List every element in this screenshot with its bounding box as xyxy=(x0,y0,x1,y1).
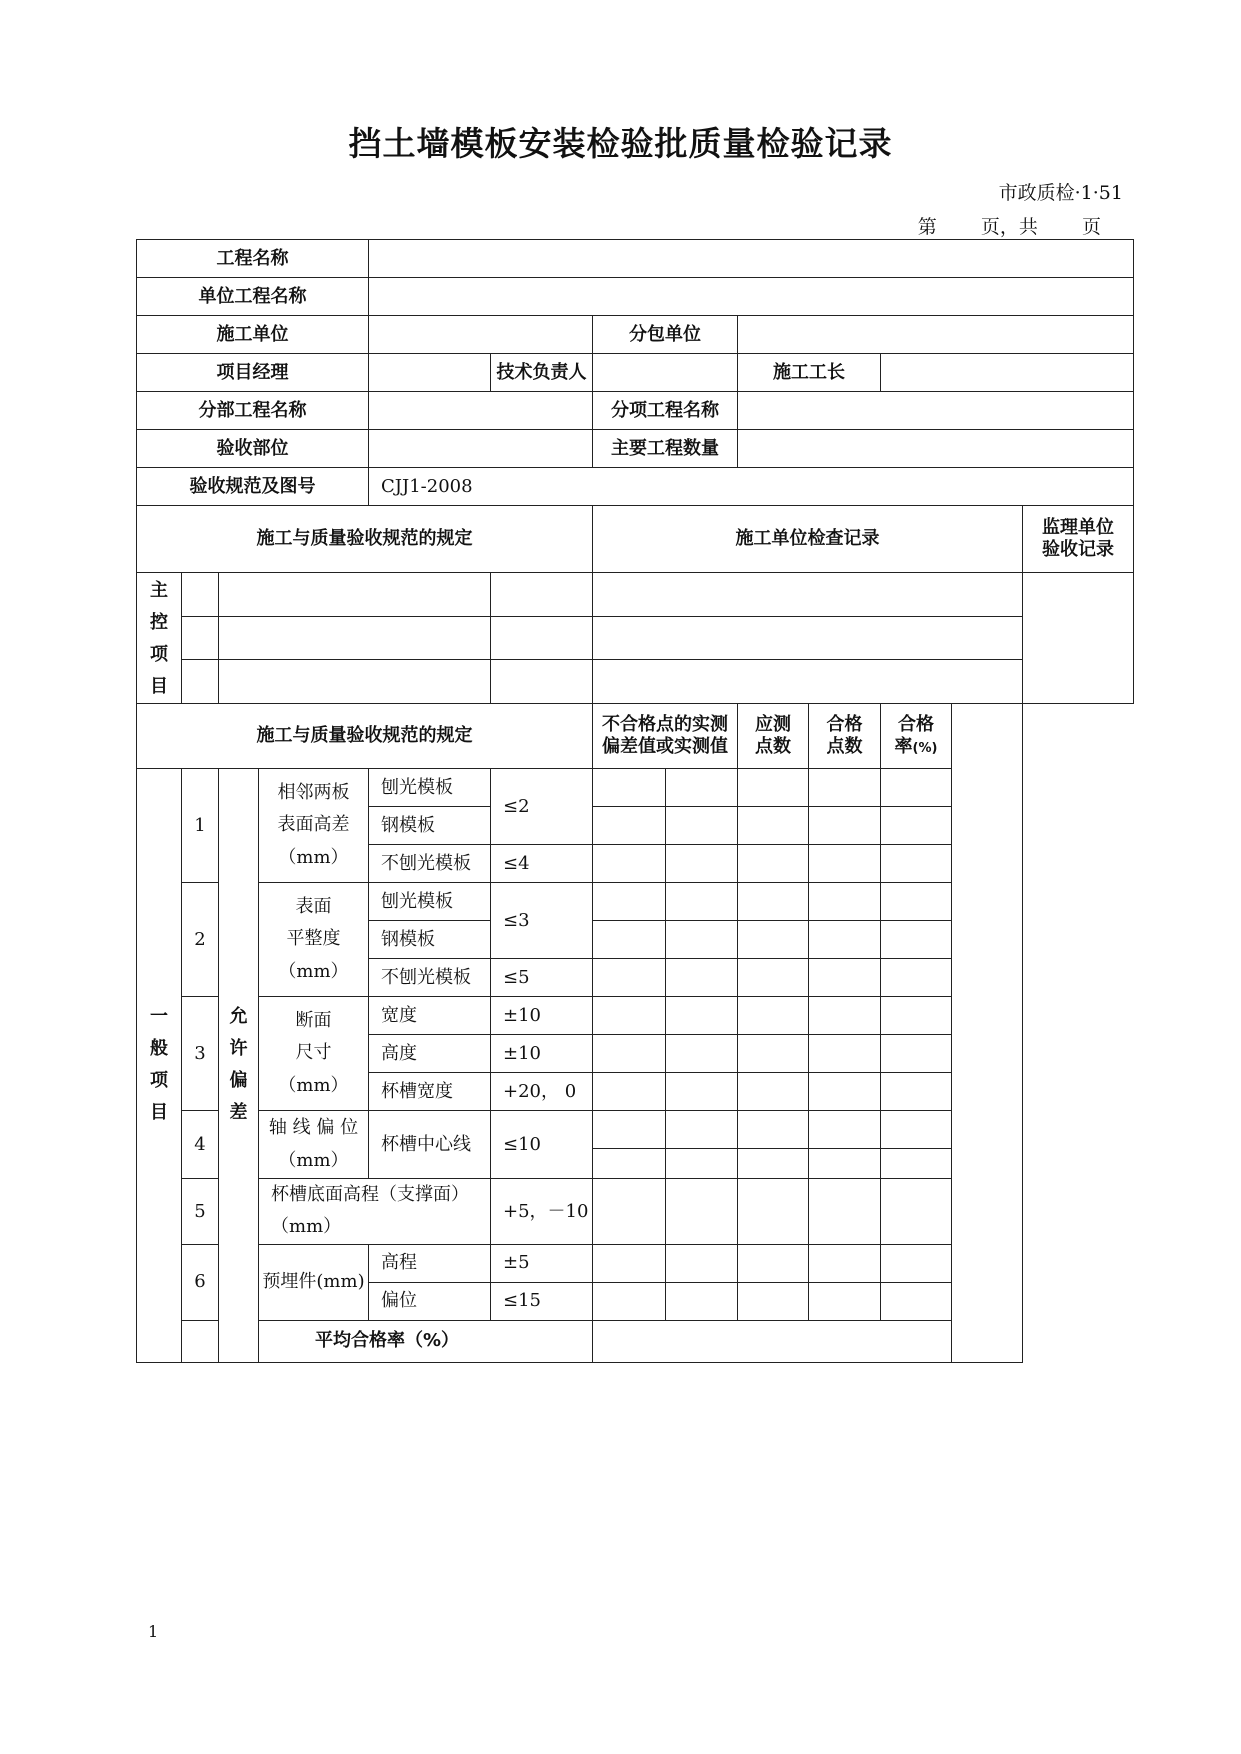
contractor-label: 施工单位 xyxy=(137,316,369,354)
section1-record-label: 施工单位检查记录 xyxy=(593,506,1023,573)
measured-cell[interactable] xyxy=(666,883,738,921)
project-name-field[interactable] xyxy=(369,240,1134,278)
item-name-line: 表面高差 xyxy=(277,814,350,836)
item-subtype: 杯槽宽度 xyxy=(369,1073,491,1111)
pass-rate-cell[interactable] xyxy=(881,845,952,883)
item-subtype: 不刨光模板 xyxy=(369,845,491,883)
main-control-spec[interactable] xyxy=(491,660,593,704)
row-standard xyxy=(137,468,1134,506)
item-tolerance: ±10 xyxy=(491,1035,593,1073)
pass-line-1: 合格 xyxy=(826,714,863,736)
item-name xyxy=(259,1111,369,1179)
item-subtype: 杯槽中心线 xyxy=(369,1111,491,1179)
division-label: 分部工程名称 xyxy=(137,392,369,430)
rate-line-1: 合格 xyxy=(898,714,934,736)
measured-label xyxy=(593,704,738,769)
measured-cell[interactable] xyxy=(666,997,738,1035)
measured-cell[interactable] xyxy=(593,845,666,883)
row-section2-header xyxy=(137,704,1134,769)
measured-cell[interactable] xyxy=(593,807,666,845)
main-control-char: 项 xyxy=(150,644,168,665)
item-subtype: 刨光模板 xyxy=(369,883,491,921)
row-division xyxy=(137,392,1134,430)
should-count-cell[interactable] xyxy=(738,959,809,997)
item-subtype: 偏位 xyxy=(369,1282,491,1320)
pass-count-cell[interactable] xyxy=(809,845,881,883)
item-name-line: （mm） xyxy=(278,960,349,982)
item-name-line: 相邻两板 xyxy=(277,781,350,803)
item-subtype: 钢模板 xyxy=(369,807,491,845)
manager-field[interactable] xyxy=(369,354,491,392)
measured-cell[interactable] xyxy=(593,1035,666,1073)
measured-line-2: 偏差值或实测值 xyxy=(602,736,728,757)
item-tolerance: ≤4 xyxy=(491,845,593,883)
measured-cell[interactable] xyxy=(666,1282,738,1320)
pass-count-cell[interactable] xyxy=(809,921,881,959)
item-name-line: 杯槽底面高程（支撑面） xyxy=(271,1184,469,1205)
pass-rate-cell[interactable] xyxy=(881,807,952,845)
allow-char: 允 xyxy=(229,1006,248,1028)
location-label: 验收部位 xyxy=(137,430,369,468)
pass-count-cell[interactable] xyxy=(809,997,881,1035)
row-project-name xyxy=(137,240,1134,278)
page-indicator xyxy=(918,212,1101,239)
location-field[interactable] xyxy=(369,430,593,468)
page-label-3: 页 xyxy=(1081,216,1101,238)
main-control-no[interactable] xyxy=(182,660,219,704)
row-section1-header xyxy=(137,506,1134,573)
allow-char: 许 xyxy=(229,1038,248,1060)
item-name-line: （mm） xyxy=(278,1149,349,1171)
item-tolerance: +20， 0 xyxy=(491,1073,593,1111)
average-row xyxy=(137,1320,1134,1362)
quantity-field[interactable] xyxy=(738,430,1134,468)
pass-rate-cell[interactable] xyxy=(881,959,952,997)
should-count-cell[interactable] xyxy=(738,1035,809,1073)
project-name-label: 工程名称 xyxy=(137,240,369,278)
manager-label: 项目经理 xyxy=(137,354,369,392)
main-control-no[interactable] xyxy=(182,616,219,660)
main-control-supervisor[interactable] xyxy=(1023,573,1134,704)
contractor-field[interactable] xyxy=(369,316,593,354)
main-control-char: 目 xyxy=(150,676,168,697)
subitem-field[interactable] xyxy=(738,392,1134,430)
item-name xyxy=(259,883,369,997)
allow-char: 差 xyxy=(229,1102,248,1124)
standard-label: 验收规范及图号 xyxy=(137,468,369,506)
measured-cell[interactable] xyxy=(593,1179,666,1245)
general-char: 项 xyxy=(150,1070,168,1092)
page-label-1: 第 xyxy=(917,216,937,238)
measured-cell[interactable] xyxy=(666,1179,738,1245)
subcontractor-label: 分包单位 xyxy=(593,316,738,354)
should-line-1: 应测 xyxy=(755,714,791,736)
measured-cell[interactable] xyxy=(593,1111,666,1149)
main-control-item[interactable] xyxy=(219,660,491,704)
main-control-row xyxy=(137,573,1134,617)
pass-rate-cell[interactable] xyxy=(881,1282,952,1320)
measured-cell[interactable] xyxy=(666,1111,738,1149)
average-pass-rate-value[interactable] xyxy=(593,1320,1023,1362)
pass-rate-cell[interactable] xyxy=(881,883,952,921)
pass-rate-cell[interactable] xyxy=(881,1244,952,1282)
section2-rule-label: 施工与质量验收规范的规定 xyxy=(137,704,593,769)
average-pass-rate-label: 平均合格率（%） xyxy=(182,1320,593,1362)
measured-cell[interactable] xyxy=(666,769,738,807)
rate-text: 率 xyxy=(894,736,913,757)
measured-cell[interactable] xyxy=(593,1149,666,1179)
pass-line-2: 点数 xyxy=(826,736,863,757)
general-char: 般 xyxy=(150,1038,168,1060)
item-subtype: 刨光模板 xyxy=(369,769,491,807)
division-field[interactable] xyxy=(369,392,593,430)
should-count-cell[interactable] xyxy=(738,1179,809,1245)
item-tolerance: ≤10 xyxy=(491,1111,593,1179)
should-count-label xyxy=(738,704,809,769)
pass-count-cell[interactable] xyxy=(809,959,881,997)
should-line-2: 点数 xyxy=(755,736,791,757)
main-control-row xyxy=(137,616,1134,660)
item-tolerance: ±5 xyxy=(491,1244,593,1282)
item-name-line: 平整度 xyxy=(286,928,341,950)
document-title: 挡土墙模板安装检验批质量检验记录 xyxy=(348,124,893,163)
item-no: 5 xyxy=(182,1179,219,1245)
form-code: 市政质检·1·51 xyxy=(998,182,1123,204)
should-count-cell[interactable] xyxy=(738,769,809,807)
page-number: 1 xyxy=(148,1622,159,1641)
should-count-cell[interactable] xyxy=(738,1111,809,1149)
pass-rate-cell[interactable] xyxy=(881,997,952,1035)
pass-count-cell[interactable] xyxy=(809,883,881,921)
item-subtype: 宽度 xyxy=(369,997,491,1035)
item-tolerance: ≤5 xyxy=(491,959,593,997)
item-name-line: 尺寸 xyxy=(295,1042,332,1064)
tech-lead-field[interactable] xyxy=(593,354,738,392)
item-no: 3 xyxy=(182,997,219,1111)
measured-cell[interactable] xyxy=(593,1282,666,1320)
main-control-label xyxy=(137,573,182,704)
main-control-char: 控 xyxy=(150,612,168,633)
pass-count-cell[interactable] xyxy=(809,1035,881,1073)
standard-value: CJJ1-2008 xyxy=(369,468,1134,506)
measured-cell[interactable] xyxy=(666,1244,738,1282)
supervisor-line-2: 验收记录 xyxy=(1042,539,1114,560)
measured-cell[interactable] xyxy=(593,997,666,1035)
item-subtype: 高度 xyxy=(369,1035,491,1073)
measured-cell[interactable] xyxy=(593,769,666,807)
measured-cell[interactable] xyxy=(593,921,666,959)
section1-rule-label: 施工与质量验收规范的规定 xyxy=(137,506,593,573)
item-subtype: 高程 xyxy=(369,1244,491,1282)
main-control-spec[interactable] xyxy=(491,573,593,617)
quantity-label: 主要工程数量 xyxy=(593,430,738,468)
general-supervisor-cell[interactable] xyxy=(952,704,1023,1363)
item-name: 预埋件(mm) xyxy=(259,1244,369,1320)
item-tolerance: ≤2 xyxy=(491,769,593,845)
pass-rate-cell[interactable] xyxy=(881,1035,952,1073)
pass-rate-cell[interactable] xyxy=(881,1179,952,1245)
main-control-no[interactable] xyxy=(182,573,219,617)
item-name xyxy=(259,769,369,883)
item-tolerance: ≤15 xyxy=(491,1282,593,1320)
measured-line-1: 不合格点的实测 xyxy=(602,714,728,736)
item-name-line: 轴 线 偏 位 xyxy=(268,1117,359,1139)
row-contractor xyxy=(137,316,1134,354)
item-no: 6 xyxy=(182,1244,219,1320)
item-no: 2 xyxy=(182,883,219,997)
pass-rate-cell[interactable] xyxy=(881,1073,952,1111)
should-count-cell[interactable] xyxy=(738,921,809,959)
pass-count-cell[interactable] xyxy=(809,1111,881,1149)
allow-char: 偏 xyxy=(229,1070,248,1092)
measured-cell[interactable] xyxy=(593,1073,666,1111)
allowed-deviation-label xyxy=(219,769,259,1363)
measured-cell[interactable] xyxy=(593,959,666,997)
foreman-label: 施工工长 xyxy=(738,354,881,392)
main-control-record[interactable] xyxy=(593,573,1023,617)
inspection-form-table xyxy=(136,239,1134,1363)
should-count-cell[interactable] xyxy=(738,883,809,921)
pass-rate-label xyxy=(881,704,952,769)
item-tolerance: ≤3 xyxy=(491,883,593,959)
item-name-line: （mm） xyxy=(278,1074,349,1096)
subitem-label: 分项工程名称 xyxy=(593,392,738,430)
rate-unit: (%) xyxy=(912,741,938,756)
pass-count-cell[interactable] xyxy=(809,1179,881,1245)
rate-line-2 xyxy=(881,736,951,758)
main-control-row xyxy=(137,660,1134,704)
foreman-field[interactable] xyxy=(881,354,1134,392)
item-no: 1 xyxy=(182,769,219,883)
pass-count-label xyxy=(809,704,881,769)
main-control-record[interactable] xyxy=(593,660,1023,704)
measured-cell[interactable] xyxy=(666,959,738,997)
pass-count-cell[interactable] xyxy=(809,1244,881,1282)
pass-rate-cell[interactable] xyxy=(881,769,952,807)
item-name xyxy=(259,997,369,1111)
measured-cell[interactable] xyxy=(666,807,738,845)
measured-cell[interactable] xyxy=(666,1035,738,1073)
item-name-line: （mm） xyxy=(271,1216,342,1238)
supervisor-label xyxy=(1023,506,1134,573)
should-count-cell[interactable] xyxy=(738,997,809,1035)
item-no: 4 xyxy=(182,1111,219,1179)
should-count-cell[interactable] xyxy=(738,1073,809,1111)
general-items-label xyxy=(137,769,182,1363)
row-unit-project xyxy=(137,278,1134,316)
main-control-char: 主 xyxy=(150,580,168,601)
should-count-cell[interactable] xyxy=(738,845,809,883)
general-char: 一 xyxy=(150,1006,168,1028)
pass-rate-cell[interactable] xyxy=(881,1149,952,1179)
measured-cell[interactable] xyxy=(666,921,738,959)
item-tolerance: +5，－10 xyxy=(491,1179,593,1245)
item-subtype: 钢模板 xyxy=(369,921,491,959)
item-name-line: 表面 xyxy=(295,895,332,917)
pass-count-cell[interactable] xyxy=(809,807,881,845)
main-control-item[interactable] xyxy=(219,616,491,660)
main-control-item[interactable] xyxy=(219,573,491,617)
pass-count-cell[interactable] xyxy=(809,1282,881,1320)
subcontractor-field[interactable] xyxy=(738,316,1134,354)
measured-cell[interactable] xyxy=(666,1149,738,1179)
should-count-cell[interactable] xyxy=(738,807,809,845)
main-control-record[interactable] xyxy=(593,616,1023,660)
should-count-cell[interactable] xyxy=(738,1282,809,1320)
pass-rate-cell[interactable] xyxy=(881,921,952,959)
row-location xyxy=(137,430,1134,468)
item-name-line: （mm） xyxy=(278,846,349,868)
main-control-spec[interactable] xyxy=(491,616,593,660)
tech-lead-label: 技术负责人 xyxy=(491,354,593,392)
measured-cell[interactable] xyxy=(593,883,666,921)
row-manager xyxy=(137,354,1134,392)
pass-count-cell[interactable] xyxy=(809,769,881,807)
measured-cell[interactable] xyxy=(666,1073,738,1111)
unit-project-field[interactable] xyxy=(369,278,1134,316)
unit-project-label: 单位工程名称 xyxy=(137,278,369,316)
pass-count-cell[interactable] xyxy=(809,1149,881,1179)
should-count-cell[interactable] xyxy=(738,1149,809,1179)
should-count-cell[interactable] xyxy=(738,1244,809,1282)
measured-cell[interactable] xyxy=(593,1244,666,1282)
pass-count-cell[interactable] xyxy=(809,1073,881,1111)
item-name-line: 断面 xyxy=(295,1009,332,1031)
page-label-2: 页，共 xyxy=(980,216,1038,238)
item-subtype: 不刨光模板 xyxy=(369,959,491,997)
pass-rate-cell[interactable] xyxy=(881,1111,952,1149)
measured-cell[interactable] xyxy=(666,845,738,883)
general-char: 目 xyxy=(150,1102,168,1124)
item-name xyxy=(259,1179,491,1245)
supervisor-line-1: 监理单位 xyxy=(1042,517,1114,539)
item-tolerance: ±10 xyxy=(491,997,593,1035)
